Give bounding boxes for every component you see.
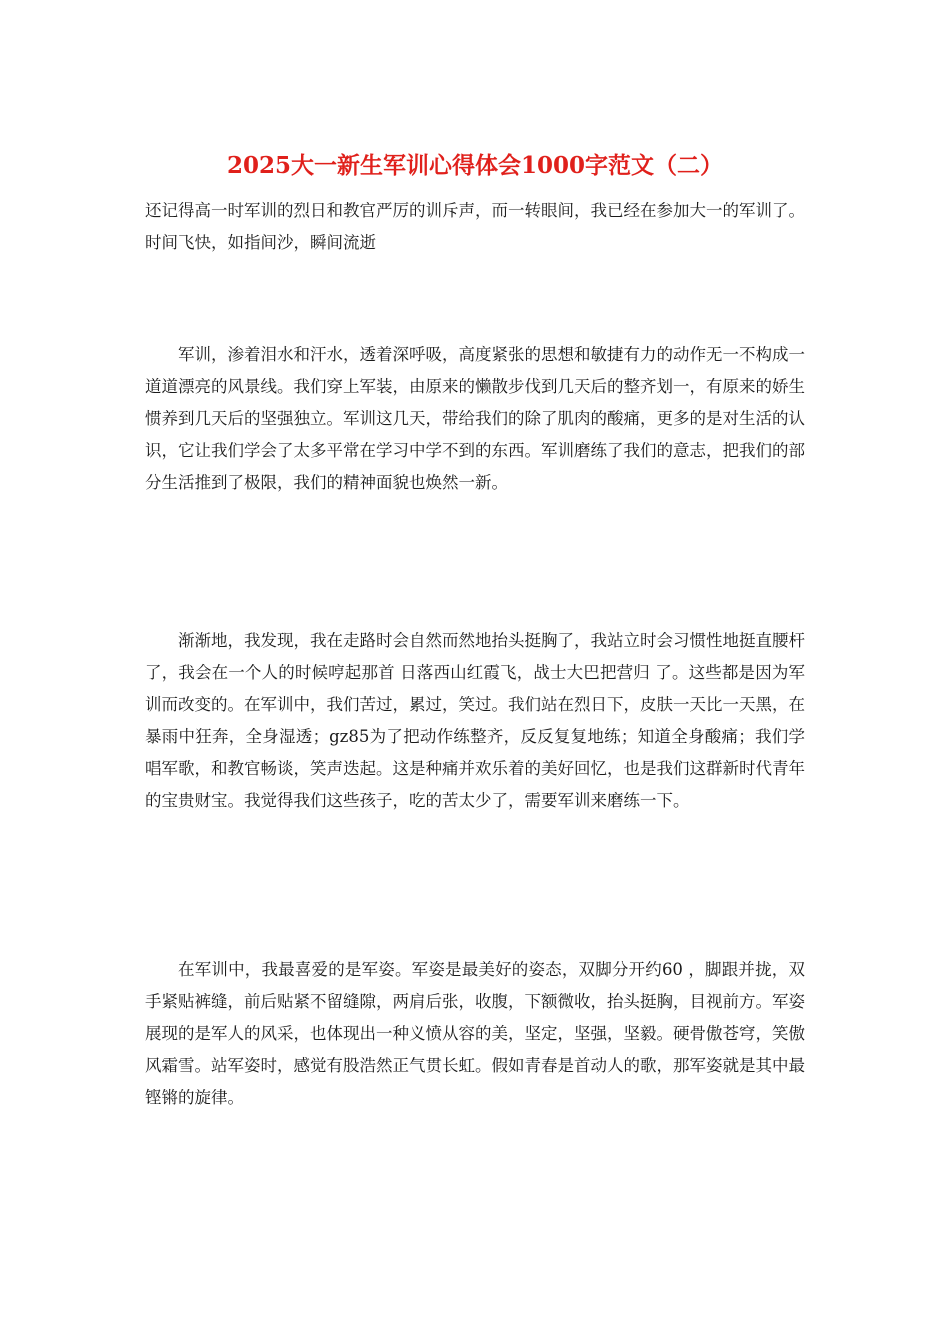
paragraph-changes: 渐渐地，我发现，我在走路时会自然而然地抬头挺胸了，我站立时会习惯性地挺直腰杆了，我会在一个人的时候哼起那首 日落西山红霞飞，战士大巴把营归 了。这些都是因为军训而改变的。在军训中，我们苦过，累过，笑过。我们站在烈日下，皮肤一天比一天黑，在暴雨中狂奔，全身湿透；gz85为了把动作练整齐，反反复复地练；知道全身酸痛；我们学唱军歌，和教官畅谈，笑声迭起。这是种痛并欢乐着的美好回忆，也是我们这群新时代青年的宝贵财宝。我觉得我们这些孩子，吃的苦太少了，需要军训来磨练一下。 <box>145 631 805 810</box>
document-title: 2025大一新生军训心得体会1000字范文（二） <box>226 152 724 179</box>
paragraph-military-posture: 在军训中，我最喜爱的是军姿。军姿是最美好的姿态，双脚分开约60 ，脚跟并拢，双手紧贴裤缝，前后贴紧不留缝隙，两肩后张，收腹，下额微收，抬头挺胸，目视前方。军姿展现的是军人的风采，也体现出一种义愤从容的美，坚定，坚强，坚毅。硬骨傲苍穹，笑傲风霜雪。站军姿时，感觉有股浩然正气贯长虹。假如青春是首动人的歌，那军姿就是其中最铿锵的旋律。 <box>145 960 805 1107</box>
paragraph-military-training: 军训，渗着泪水和汗水，透着深呼吸，高度紧张的思想和敏捷有力的动作无一不构成一道道漂亮的风景线。我们穿上军装，由原来的懒散步伐到几天后的整齐划一，有原来的娇生惯养到几天后的坚强独立。军训这几天，带给我们的除了肌肉的酸痛，更多的是对生活的认识，它让我们学会了太多平常在学习中学不到的东西。军训磨练了我们的意志，把我们的部分生活推到了极限，我们的精神面貌也焕然一新。 <box>145 345 805 492</box>
paragraph-intro: 还记得高一时军训的烈日和教官严厉的训斥声，而一转眼间，我已经在参加大一的军训了。时间飞快，如指间沙，瞬间流逝 <box>145 201 805 252</box>
